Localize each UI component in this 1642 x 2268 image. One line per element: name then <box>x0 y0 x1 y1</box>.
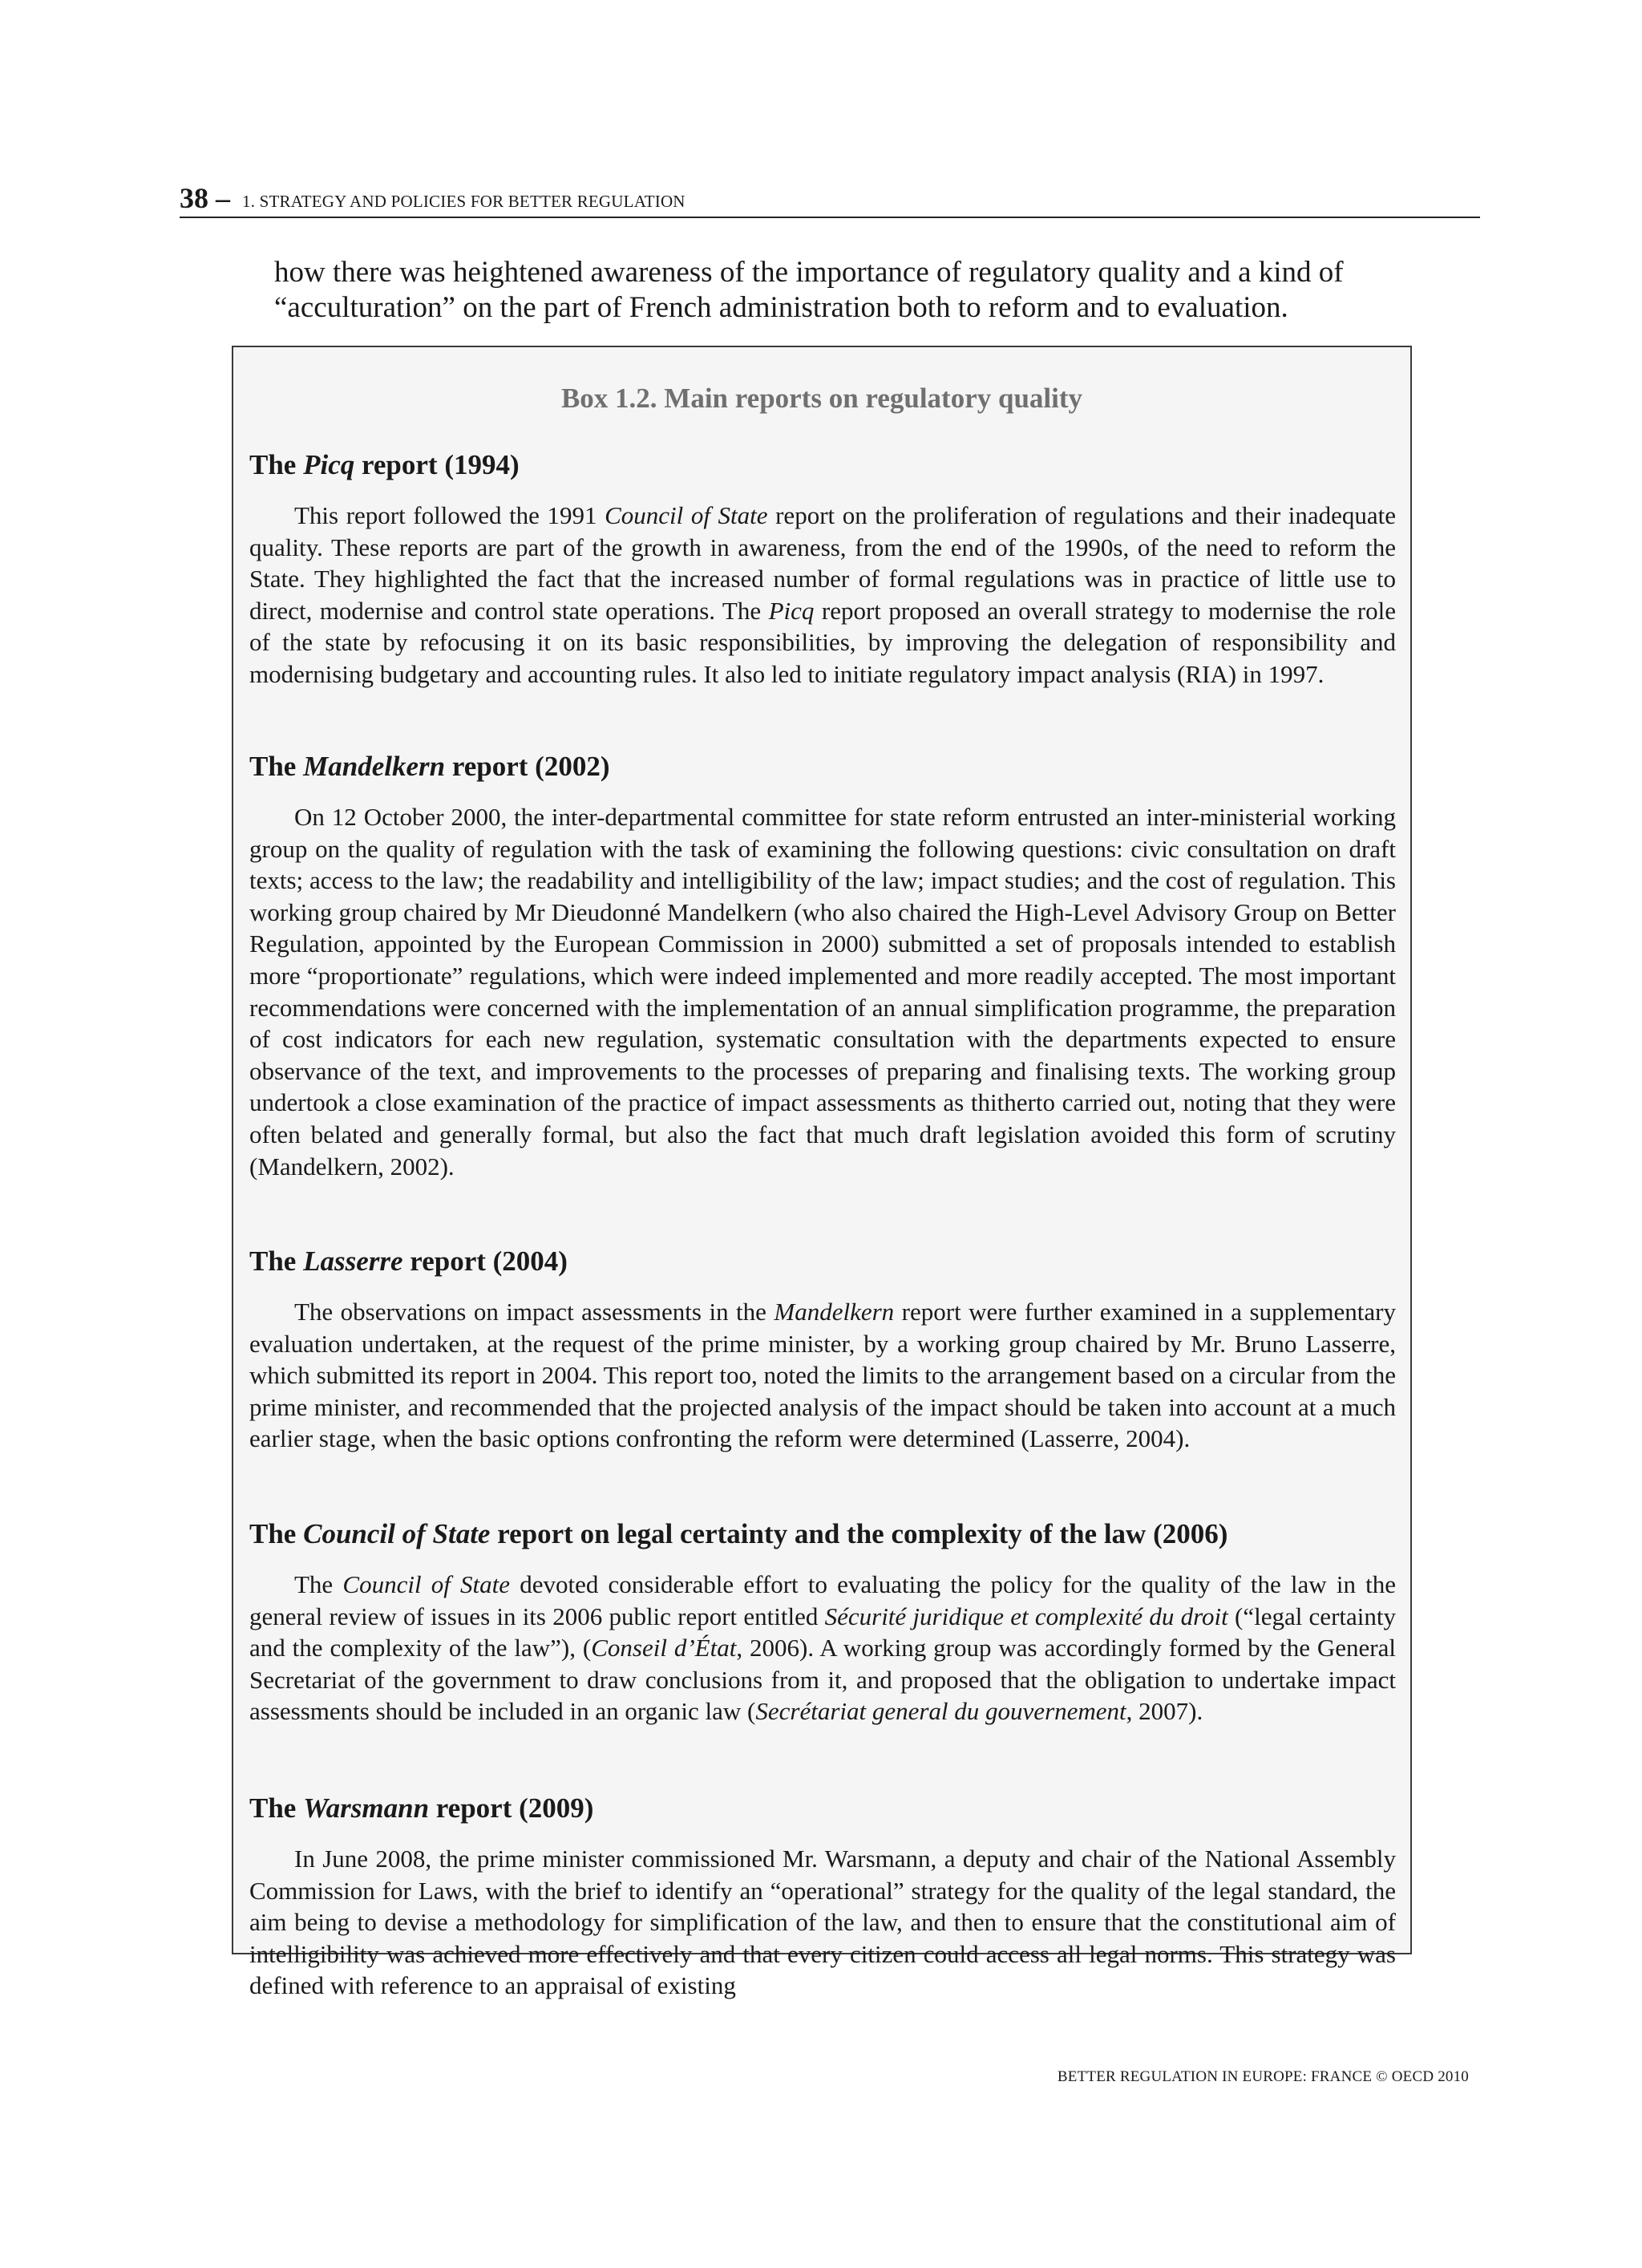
section-heading: The Mandelkern report (2002) <box>249 751 610 782</box>
running-header <box>180 178 1480 218</box>
section-picq <box>249 448 1396 691</box>
section-heading: The Warsmann report (2009) <box>249 1792 594 1824</box>
page-footer: BETTER REGULATION IN EUROPE: FRANCE © OECD 2010 <box>1057 2068 1469 2085</box>
section-body: In June 2008, the prime minister commissioned Mr. Warsmann, a deputy and chair of the National Assembly Commission for Laws, with the brief to identify an “operational” strategy for the quality of the legal standard, the aim being to devise a methodology for simplification of the law, and then to ensure that the constitutional aim of intelligibility was achieved more effectively and that every citizen could access all legal norms. This strategy was defined with reference to an appraisal of existing <box>249 1845 1396 2000</box>
section-heading: The Council of State report on legal certainty and the complexity of the law (2006) <box>249 1518 1228 1549</box>
box-title: Box 1.2. Main reports on regulatory quality <box>560 383 1083 414</box>
section-council-of-state <box>249 1517 1396 1727</box>
running-title: 1. STRATEGY AND POLICIES FOR BETTER REGULATION <box>242 192 686 211</box>
section-lasserre <box>249 1245 1396 1455</box>
section-body: The observations on impact assessments in the Mandelkern report were further examined in a supplementary evaluation undertaken, at the request of the prime minister, by a working group chaired by Mr. Bruno Lasserre, which submitted its report in 2004. This report too, noted the limits to the arrangement based on a circular from the prime minister, and recommended that the projected analysis of the impact should be taken into account at a much earlier stage, when the basic options confronting the reform were determined (Lasserre, 2004). <box>249 1298 1396 1453</box>
section-warsmann <box>249 1792 1396 2002</box>
page-number: 38 – <box>180 182 230 214</box>
section-body: This report followed the 1991 Council of State report on the proliferation of regulations and their inadequate quality. These reports are part of the growth in awareness, from the end of the 1990s, of the need to reform the State. They highlighted the fact that the increased number of formal regulations was in practice of little use to direct, modernise and control state operations. The Picq report proposed an overall strategy to modernise the role of the state by refocusing it on its basic responsibilities, by improving the delegation of responsibility and modernising budgetary and accounting rules. It also led to initiate regulatory impact analysis (RIA) in 1997. <box>249 501 1397 688</box>
section-heading: The Picq report (1994) <box>249 449 520 480</box>
section-body: The Council of State devoted considerable effort to evaluating the policy for the quality of the law in the general review of issues in its 2006 public report entitled Sécurité juridique et complexité du droit (“legal certainty and the complexity of the law”), (Conseil d’État, 2006). A working group was accordingly formed by the General Secretariat of the government to draw conclusions from it, and proposed that the obligation to undertake impact assessments should be included in an organic law (Secrétariat general du gouvernement, 2007). <box>249 1570 1396 1726</box>
intro-paragraph: how there was heightened awareness of the importance of regulatory quality and a kind of “acculturation” on the part of French administration both to reform and to evaluation. <box>274 256 1344 324</box>
section-mandelkern <box>249 750 1396 1182</box>
box-1-2 <box>232 346 1412 2000</box>
section-body: On 12 October 2000, the inter-departmental committee for state reform entrusted an inter-ministerial working group on the quality of regulation with the task of examining the following questions: civic consultation on draft texts; access to the law; the readability and intelligibility of the law; impact studies; and the cost of regulation. This working group chaired by Mr Dieudonné Mandelkern (who also chaired the High-Level Advisory Group on Better Regulation, appointed by the European Commission in 2000) submitted a set of proposals intended to establish more “proportionate” regulations, which were indeed implemented and more readily accepted. The most important recommendations were concerned with the implementation of an annual simplification programme, the preparation of cost indicators for each new regulation, systematic consultation with the departments expected to ensure observance of the text, and improvements to the processes of preparing and finalising texts. The working group undertook a close examination of the practice of impact assessments as thitherto carried out, noting that they were often belated and generally formal, but also the fact that much draft legislation avoided this form of scrutiny (Mandelkern, 2002). <box>249 803 1396 1181</box>
section-heading: The Lasserre report (2004) <box>249 1245 568 1277</box>
